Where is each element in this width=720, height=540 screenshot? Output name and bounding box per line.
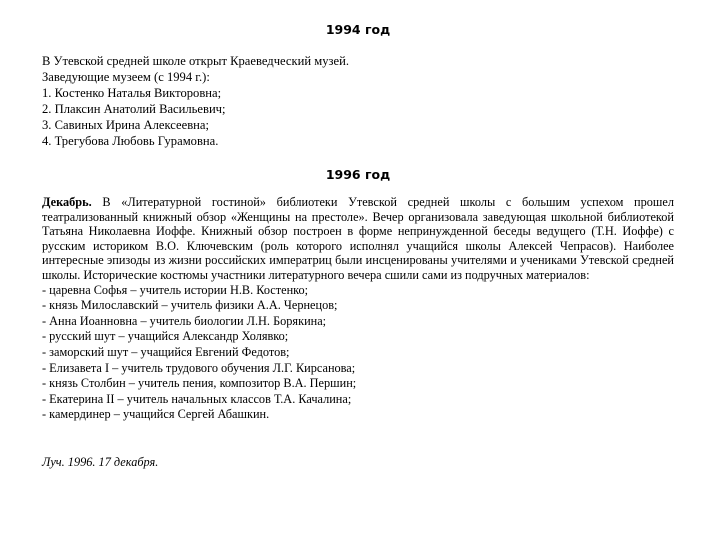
museum-head-item: 4. Трегубова Любовь Гурамовна. bbox=[42, 134, 219, 148]
museum-opening-text: В Утевской средней школе открыт Краеведческий музей. bbox=[42, 54, 349, 68]
month-label: Декабрь. bbox=[42, 195, 92, 209]
museum-head-item: 3. Савиных Ирина Алексеевна; bbox=[42, 118, 209, 132]
role-list-item: - князь Милославский – учитель физики А.А. Чернецов; bbox=[42, 298, 338, 313]
role-list-item: - русский шут – учащийся Александр Холявко; bbox=[42, 329, 289, 344]
museum-head-item: 1. Костенко Наталья Викторовна; bbox=[42, 86, 222, 100]
role-list-item: - камердинер – учащийся Сергей Абашкин. bbox=[42, 407, 270, 422]
role-list-item: - заморский шут – учащийся Евгений Федотов; bbox=[42, 344, 290, 359]
role-list-item: - царевна Софья – учитель истории Н.В. Костенко; bbox=[42, 282, 309, 297]
role-list-item: - Анна Иоанновна – учитель биологии Л.Н. Борякина; bbox=[42, 313, 327, 328]
museum-section bbox=[42, 53, 674, 149]
heading-1994: 1994 год bbox=[325, 22, 391, 37]
role-list-item: - Екатерина II – учитель начальных классов Т.А. Качалина; bbox=[42, 391, 352, 406]
museum-head-item: 2. Плаксин Анатолий Васильевич; bbox=[42, 102, 226, 116]
role-list-item: - Елизавета I – учитель трудового обучения Л.Г. Кирсанова; bbox=[42, 360, 356, 375]
paragraph-text: В «Литературной гостиной» библиотеки Утевской средней школы с большим успехом прошел театрализованный книжный обзор «Женщины на престоле». Вечер организовала заведующая школьной библиотекой Татьяна Николаевна Иоффе. Книжный обзор построен в форме непринужденной беседы ведущего (Т.Н. Иоффе) с русским историком В.О. Ключевским (роль которого исполнял учащийся школы Алексей Чепрасов). Наиболее интересные эпизоды из жизни российских императриц были инсценированы учителями и учениками Утевской средней школы. Исторические костюмы участники литературного вечера сшили сами из подручных материалов: bbox=[42, 195, 674, 282]
role-list-item: - князь Столбин – учитель пения, композитор В.А. Першин; bbox=[42, 376, 357, 391]
literary-evening-section bbox=[42, 195, 674, 423]
literary-evening-paragraph bbox=[42, 195, 674, 283]
museum-heads-title: Заведующие музеем (с 1994 г.): bbox=[42, 70, 210, 84]
source-citation: Луч. 1996. 17 декабря. bbox=[42, 455, 159, 469]
heading-1996: 1996 год bbox=[325, 167, 391, 182]
